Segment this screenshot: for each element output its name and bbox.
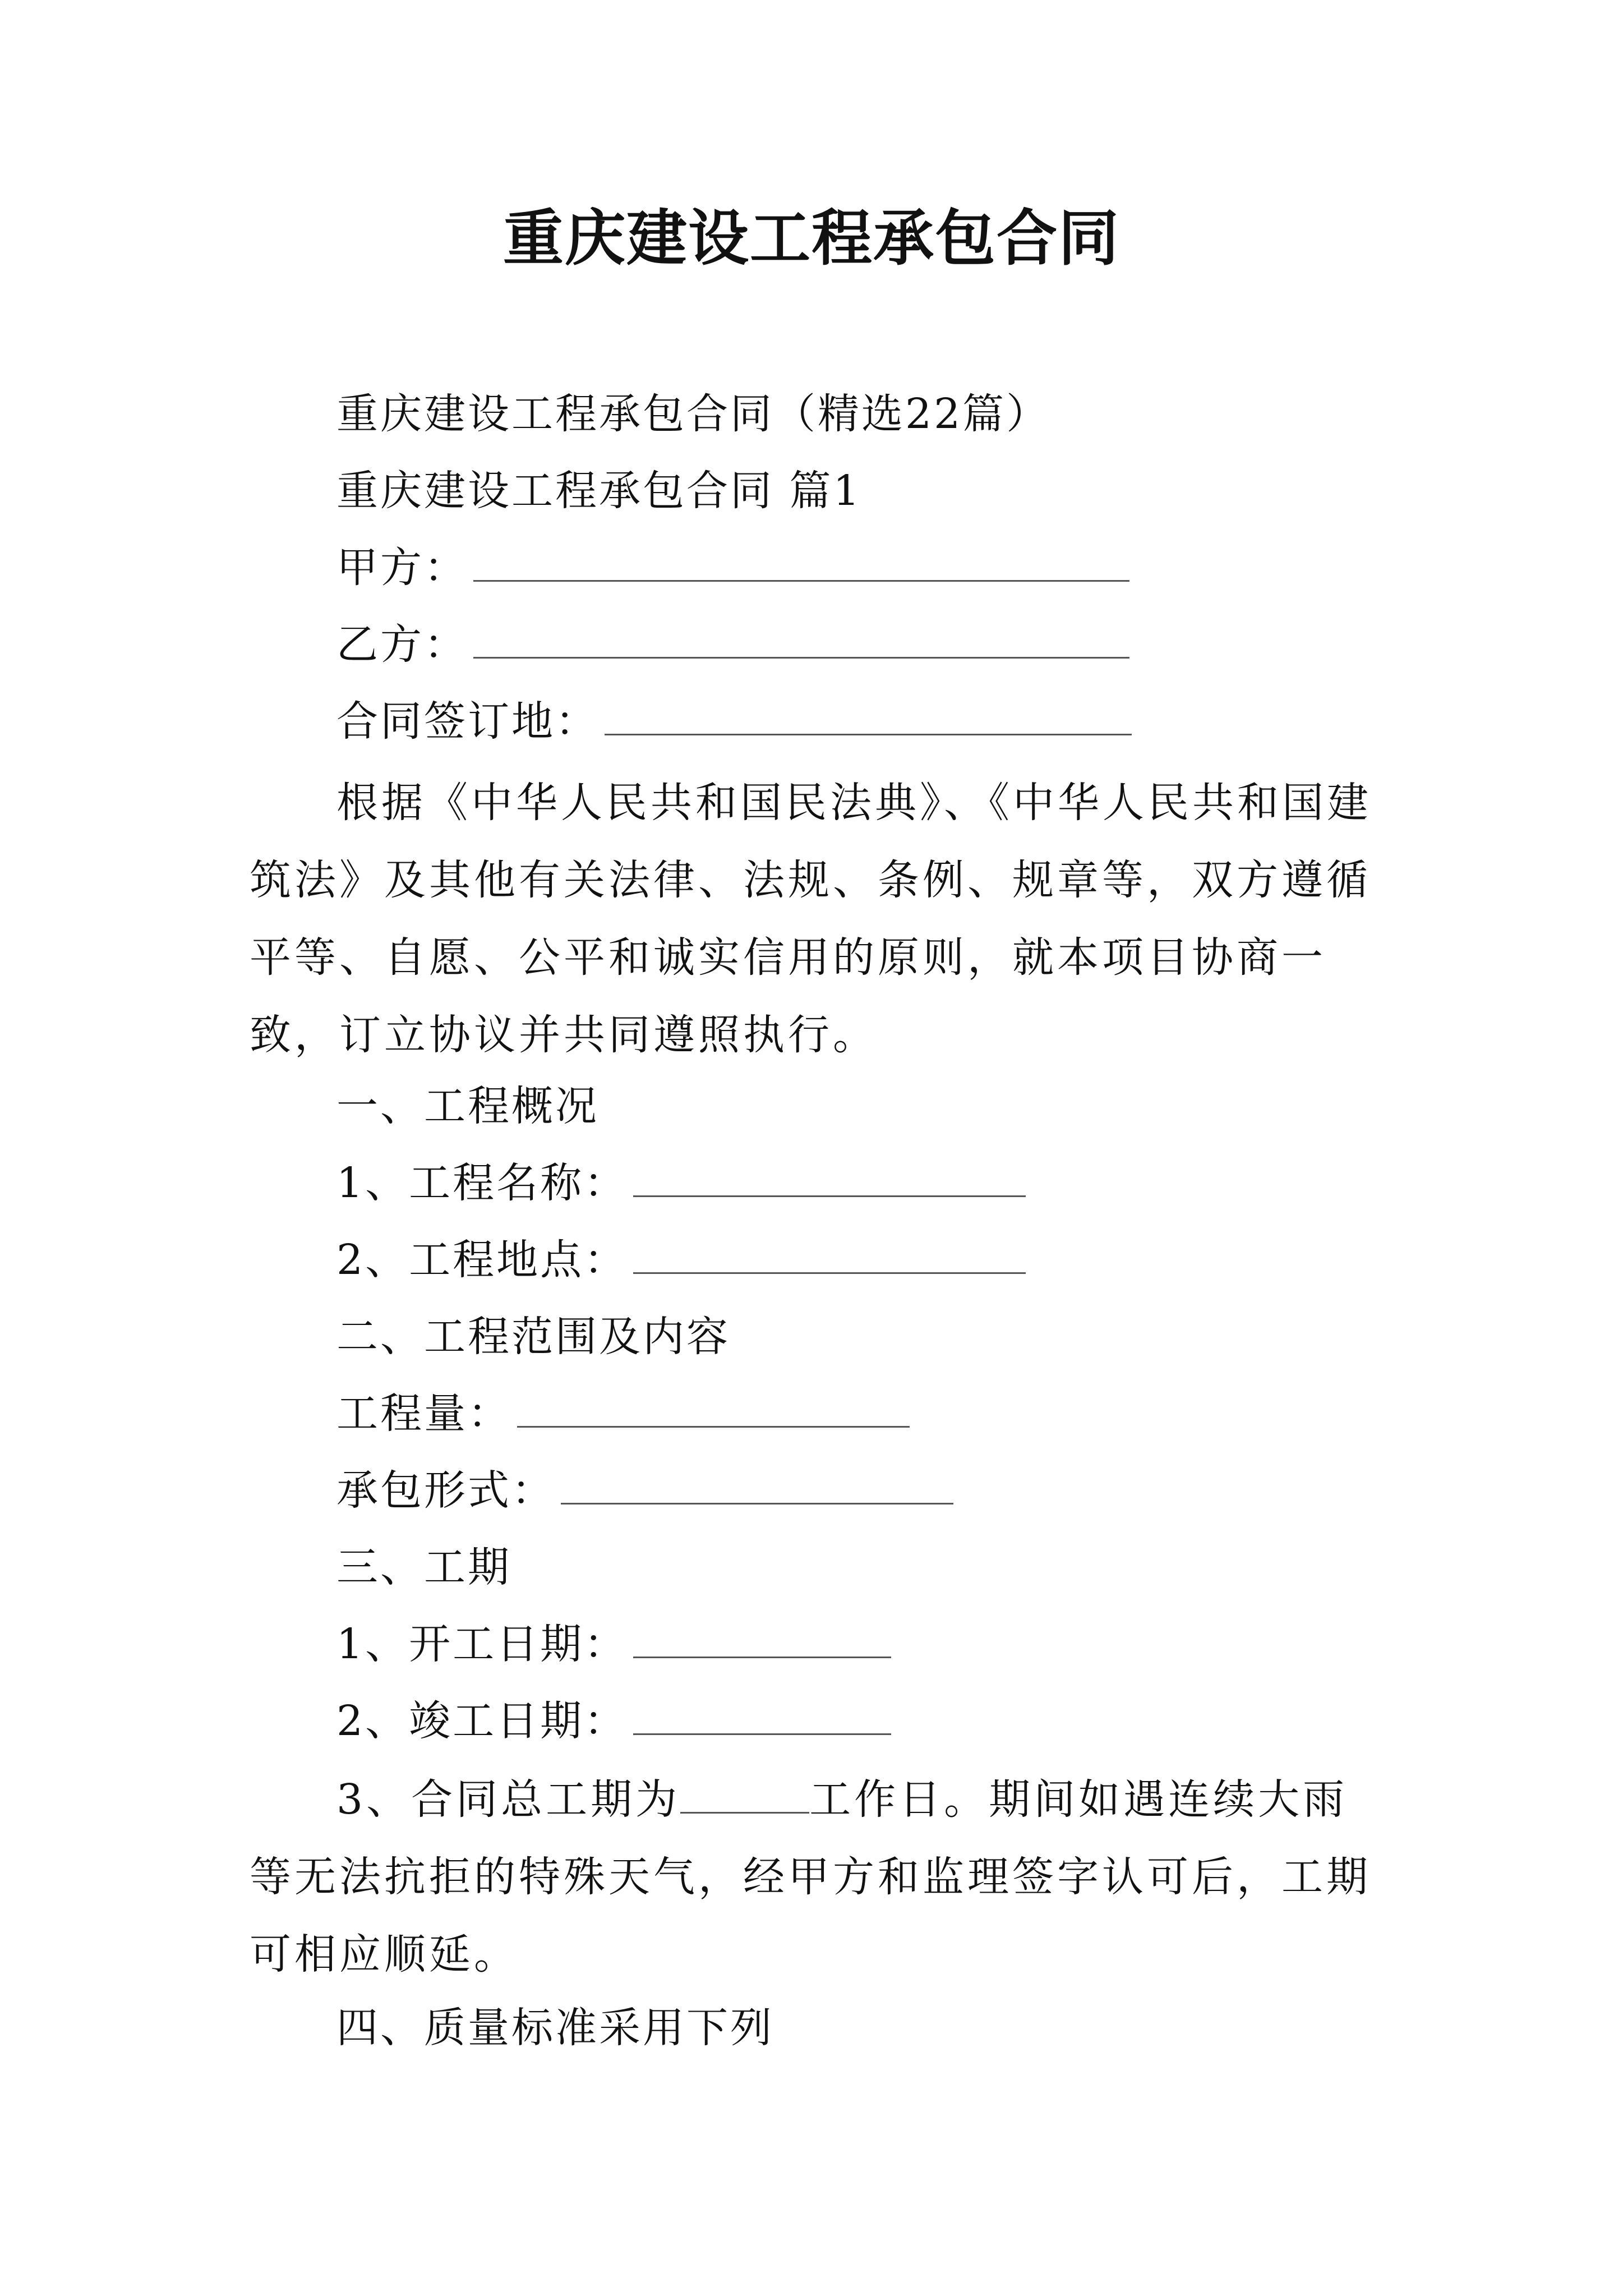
document-subtitle: 重庆建设工程承包合同（精选22篇） (336, 390, 1050, 438)
heading-project-overview: 一、工程概况 (336, 1082, 599, 1130)
section-heading: 重庆建设工程承包合同 篇1 (336, 467, 862, 515)
sign-place-label: 合同签订地： (336, 697, 599, 746)
sign-place-line (336, 693, 1132, 749)
quantity-label: 工程量： (336, 1389, 511, 1438)
start-date-blank[interactable] (633, 1617, 891, 1658)
party-a-label: 甲方： (336, 544, 468, 592)
party-a-blank[interactable] (473, 541, 1129, 582)
document-title: 重庆建设工程承包合同 (502, 203, 1120, 274)
heading-project-scope: 二、工程范围及内容 (336, 1313, 730, 1361)
quantity-line (336, 1386, 910, 1442)
project-location-blank[interactable] (633, 1233, 1026, 1274)
project-location-label: 2、工程地点： (336, 1236, 628, 1284)
heading-schedule: 三、工期 (336, 1543, 511, 1591)
start-date-line (336, 1616, 891, 1672)
period-prefix: 3、合同总工期为 (336, 1775, 681, 1824)
period-suffix: 工作日。期间如遇连续大雨等无法抗拒的特殊天气，经甲方和监理签字认可后，工期可相应顺延。 (250, 1775, 1371, 1978)
end-date-line (336, 1693, 891, 1749)
end-date-blank[interactable] (633, 1694, 891, 1735)
contract-form-label: 承包形式： (336, 1466, 555, 1515)
heading-quality: 四、质量标准采用下列 (336, 2004, 774, 2052)
quantity-blank[interactable] (517, 1387, 910, 1428)
intro-paragraph: 根据《中华人民共和国民法典》、《中华人民共和国建筑法》及其他有关法律、法规、条例、规章等，双方遵循平等、自愿、公平和诚实信用的原则，就本项目协商一致，订立协议并共同遵照执行。 (250, 779, 1372, 1059)
start-date-label: 1、开工日期： (336, 1620, 628, 1668)
project-location-line (336, 1232, 1026, 1288)
contract-form-blank[interactable] (561, 1464, 953, 1504)
party-b-label: 乙方： (336, 620, 468, 669)
sign-place-blank[interactable] (605, 694, 1132, 735)
party-b-line (336, 616, 1129, 673)
project-name-line (336, 1155, 1026, 1211)
party-b-blank[interactable] (473, 618, 1129, 659)
period-blank[interactable] (680, 1777, 809, 1814)
end-date-label: 2、竣工日期： (336, 1697, 628, 1745)
project-name-label: 1、工程名称： (336, 1159, 628, 1207)
contract-form-line (336, 1462, 953, 1519)
period-paragraph (250, 1761, 1388, 1993)
project-name-blank[interactable] (633, 1156, 1026, 1197)
party-a-line (336, 540, 1129, 596)
